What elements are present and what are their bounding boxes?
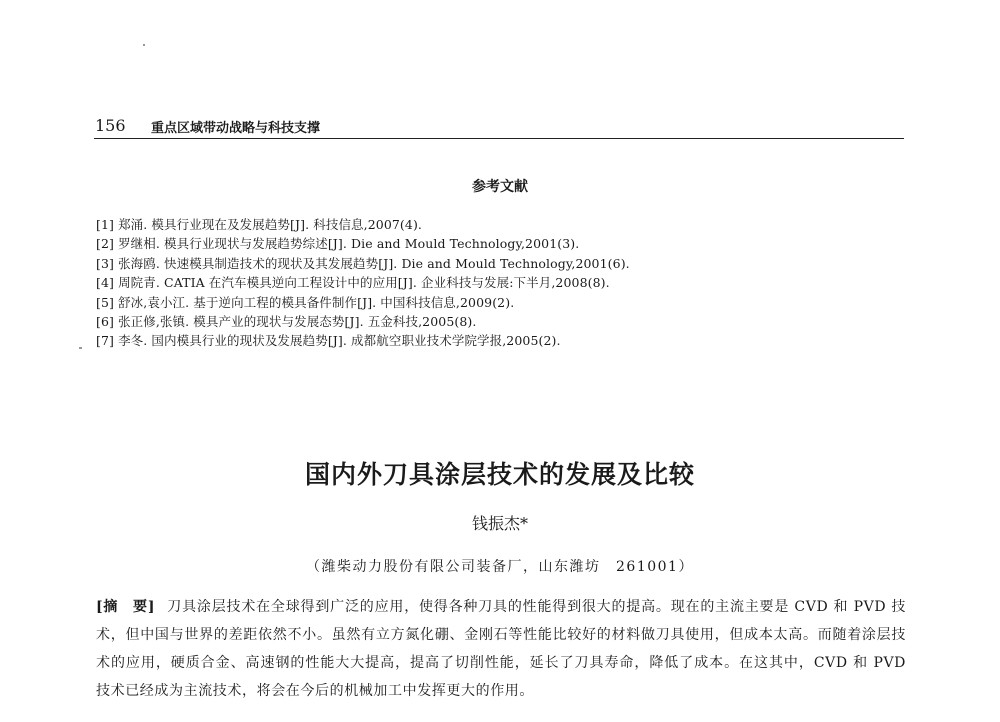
- reference-item: [3] 张海鸥. 快速模具制造技术的现状及其发展趋势[J]. Die and Mould Technology,2001(6).: [96, 255, 630, 271]
- reference-item: [2] 罗继相. 模具行业现状与发展趋势综述[J]. Die and Mould Technology,2001(3).: [96, 236, 580, 252]
- abstract-label: [摘 要]: [96, 599, 156, 615]
- reference-list: [96, 215, 630, 351]
- scan-speck: [79, 347, 82, 349]
- paper-title: 国内外刀具涂层技术的发展及比较: [304, 460, 695, 489]
- abstract: [96, 593, 906, 705]
- scan-speck: [143, 44, 145, 46]
- reference-item: [5] 舒冰,袁小江. 基于逆向工程的模具备件制作[J]. 中国科技信息,2009(2).: [96, 294, 515, 310]
- abstract-text: 刀具涂层技术在全球得到广泛的应用，使得各种刀具的性能得到很大的提高。现在的主流主要是 CVD 和 PVD 技术，但中国与世界的差距依然不小。虽然有立方氮化硼、金刚石等性能比较好的材料做刀具使用，但成本太高。而随着涂层技术的应用，硬质合金、高速钢的性能大大提高，提高了切削性能，延长了刀具寿命，降低了成本。在这其中，CVD 和 PVD 技术已经成为主流技术，将会在今后的机械加工中发挥更大的作用。: [96, 599, 907, 699]
- journal-title: 重点区域带动战略与科技支撑: [151, 121, 321, 136]
- reference-item: [7] 李冬. 国内模具行业的现状及发展趋势[J]. 成都航空职业技术学院学报,2005(2).: [96, 333, 561, 349]
- header-rule: [94, 138, 904, 139]
- reference-item: [4] 周院青. CATIA 在汽车模具逆向工程设计中的应用[J]. 企业科技与发展:下半月,2008(8).: [96, 275, 610, 291]
- reference-item: [6] 张正修,张镇. 模具产业的现状与发展态势[J]. 五金科技,2005(8).: [96, 314, 477, 330]
- author-affiliation: （潍柴动力股份有限公司装备厂，山东潍坊 261001）: [306, 559, 694, 575]
- page-number: 156: [95, 116, 126, 135]
- references-heading: 参考文献: [472, 179, 528, 195]
- reference-item: [1] 郑涌. 模具行业现在及发展趋势[J]. 科技信息,2007(4).: [96, 217, 423, 232]
- author-name: 钱振杰*: [471, 514, 528, 533]
